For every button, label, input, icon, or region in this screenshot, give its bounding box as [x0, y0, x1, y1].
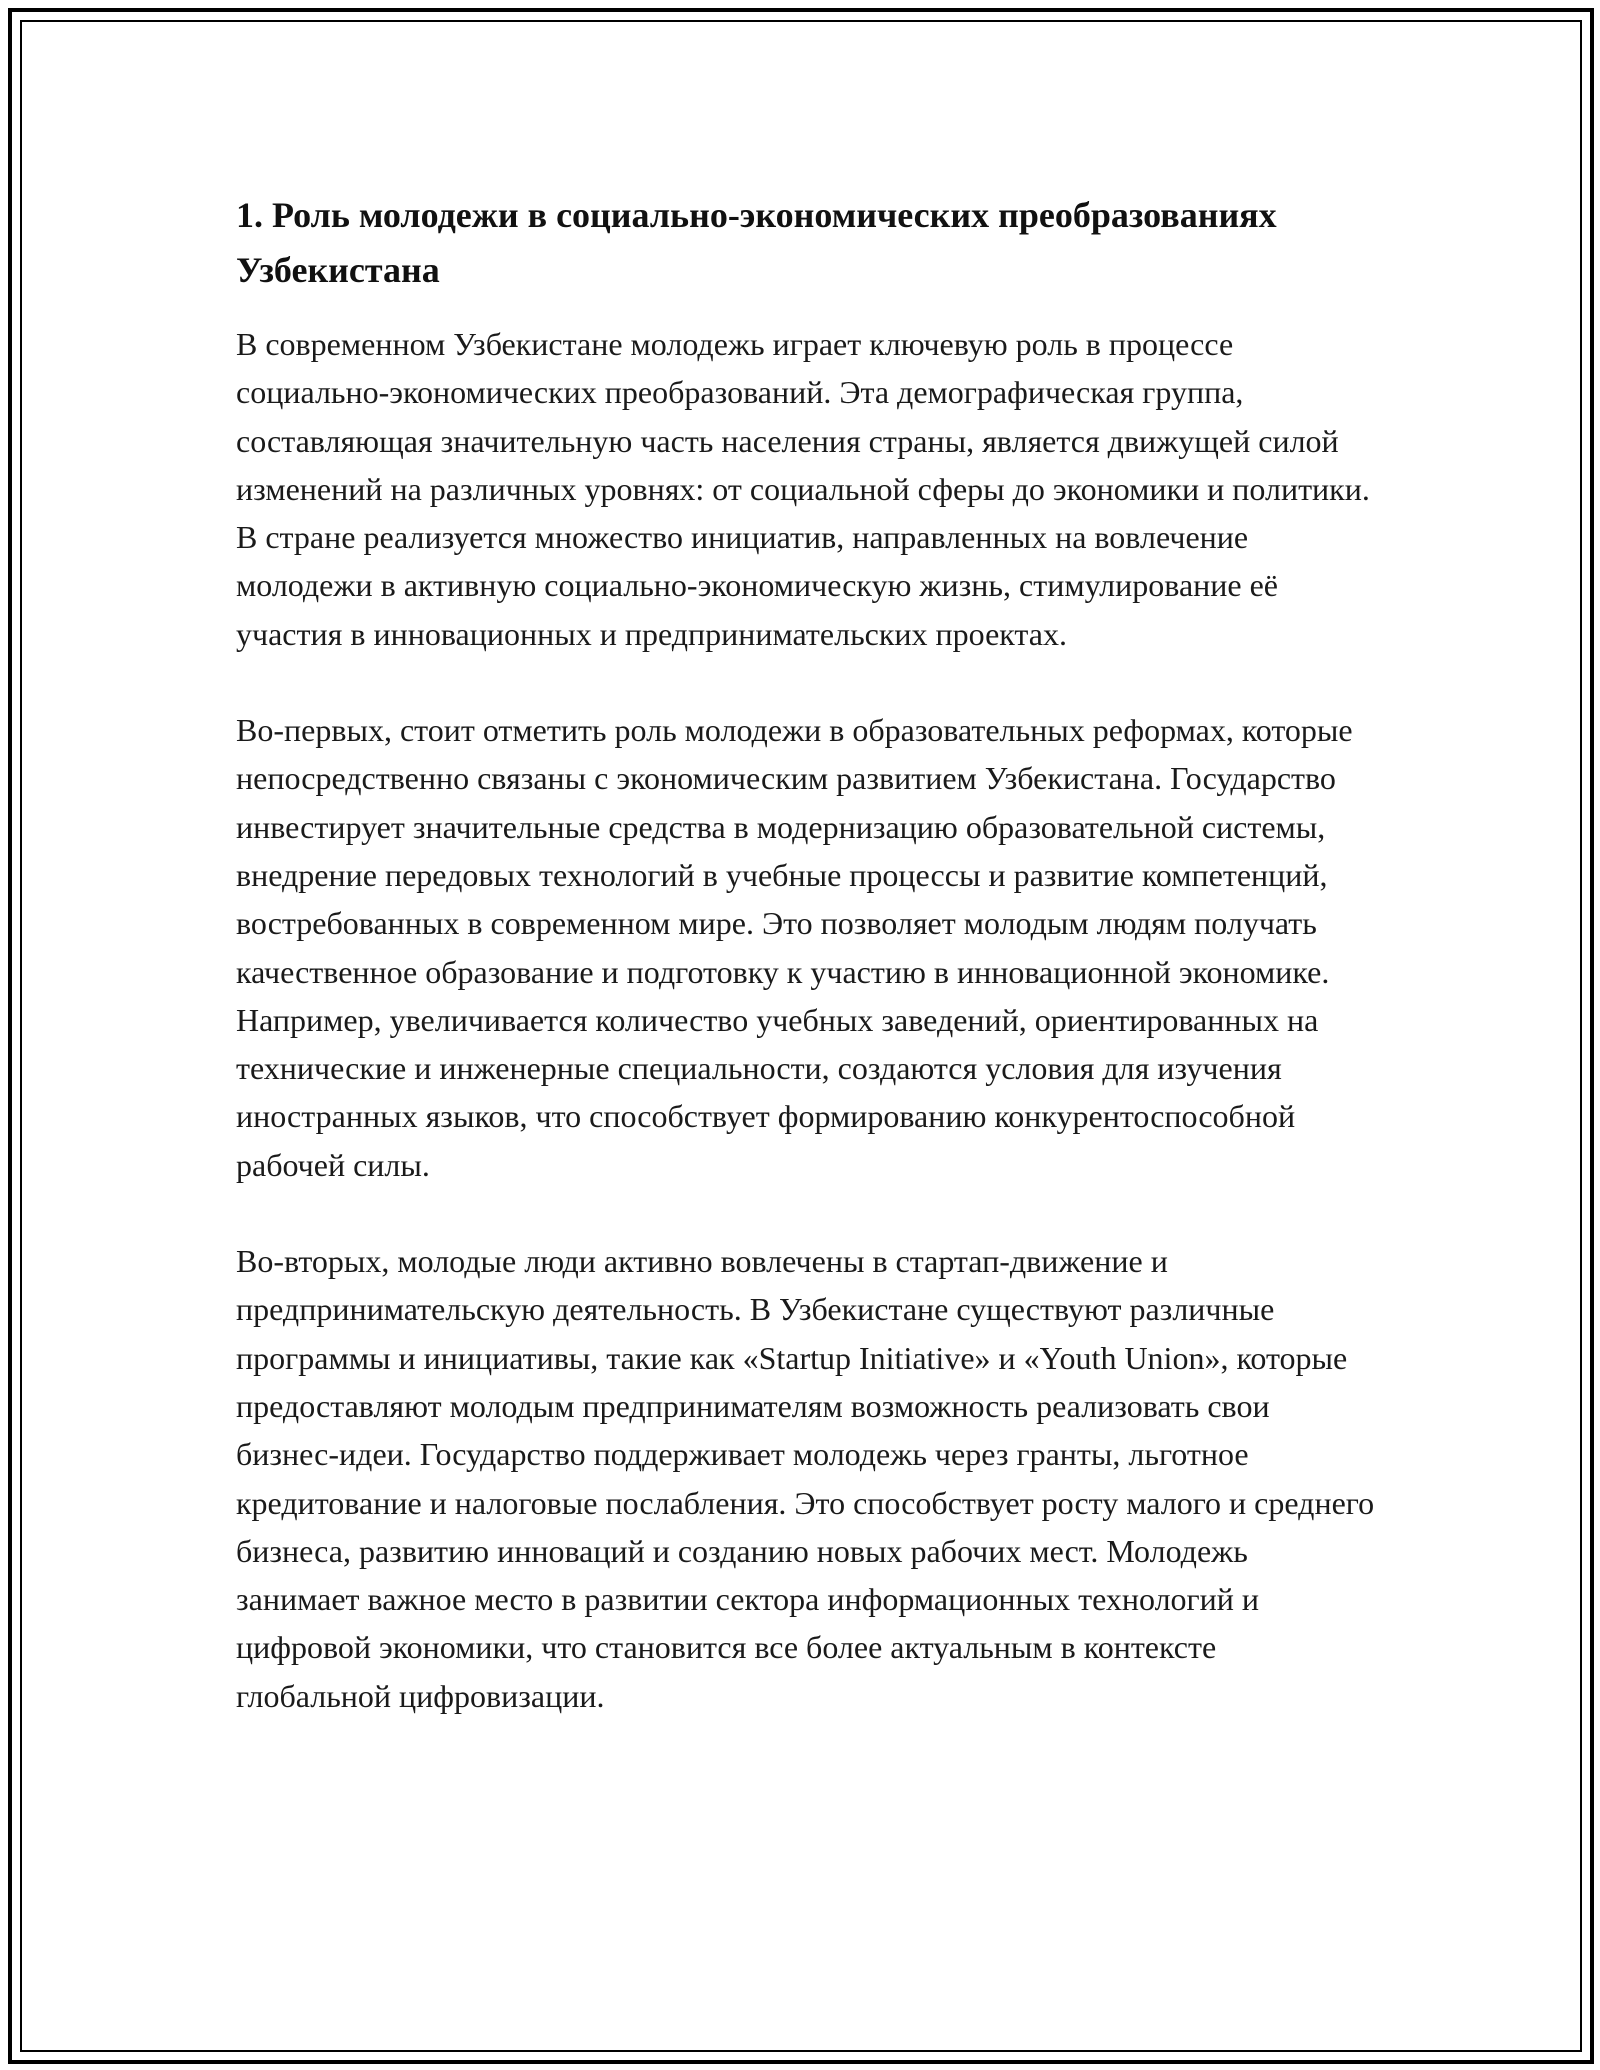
- paragraph-intro: В современном Узбекистане молодежь играет ключевую роль в процессе социально-экономических преобразований. Эта демографическая группа, составляющая значительную часть населения страны, является движущей силой изменений на различных уровнях: от социальной сферы до экономики и политики. В стране реализуется множество инициатив, направленных на вовлечение молодежи в активную социально-экономическую жизнь, стимулирование её участия в инновационных и предпринимательских проектах.: [236, 326, 1370, 652]
- paragraph-education: Во-первых, стоит отметить роль молодежи в образовательных реформах, которые непосредственно связаны с экономическим развитием Узбекистана. Государство инвестирует значительные средства в модернизацию образовательной системы, внедрение передовых технологий в учебные процессы и развитие компетенций, востребованных в современном мире. Это позволяет молодым людям получать качественное образование и подготовку к участию в инновационной экономике. Например, увеличивается количество учебных заведений, ориентированных на технические и инженерные специальности, создаются условия для изучения иностранных языков, что способствует формированию конкурентоспособной рабочей силы.: [236, 712, 1353, 1183]
- paragraph-entrepreneurship: Во-вторых, молодые люди активно вовлечены в стартап-движение и предпринимательскую деятельность. В Узбекистане существуют различные программы и инициативы, такие как «Startup Initiative» и «Youth Union», которые предоставляют молодым предпринимателям возможность реализовать свои бизнес-идеи. Государство поддерживает молодежь через гранты, льготное кредитование и налоговые послабления. Это способствует росту малого и среднего бизнеса, развитию инноваций и созданию новых рабочих мест. Молодежь занимает важное место в развитии сектора информационных технологий и цифровой экономики, что становится все более актуальным в контексте глобальной цифровизации.: [236, 1243, 1375, 1714]
- section-heading: 1. Роль молодежи в социально-экономических преобразованиях Узбекистана: [236, 195, 1277, 290]
- document-body: [236, 188, 1376, 1768]
